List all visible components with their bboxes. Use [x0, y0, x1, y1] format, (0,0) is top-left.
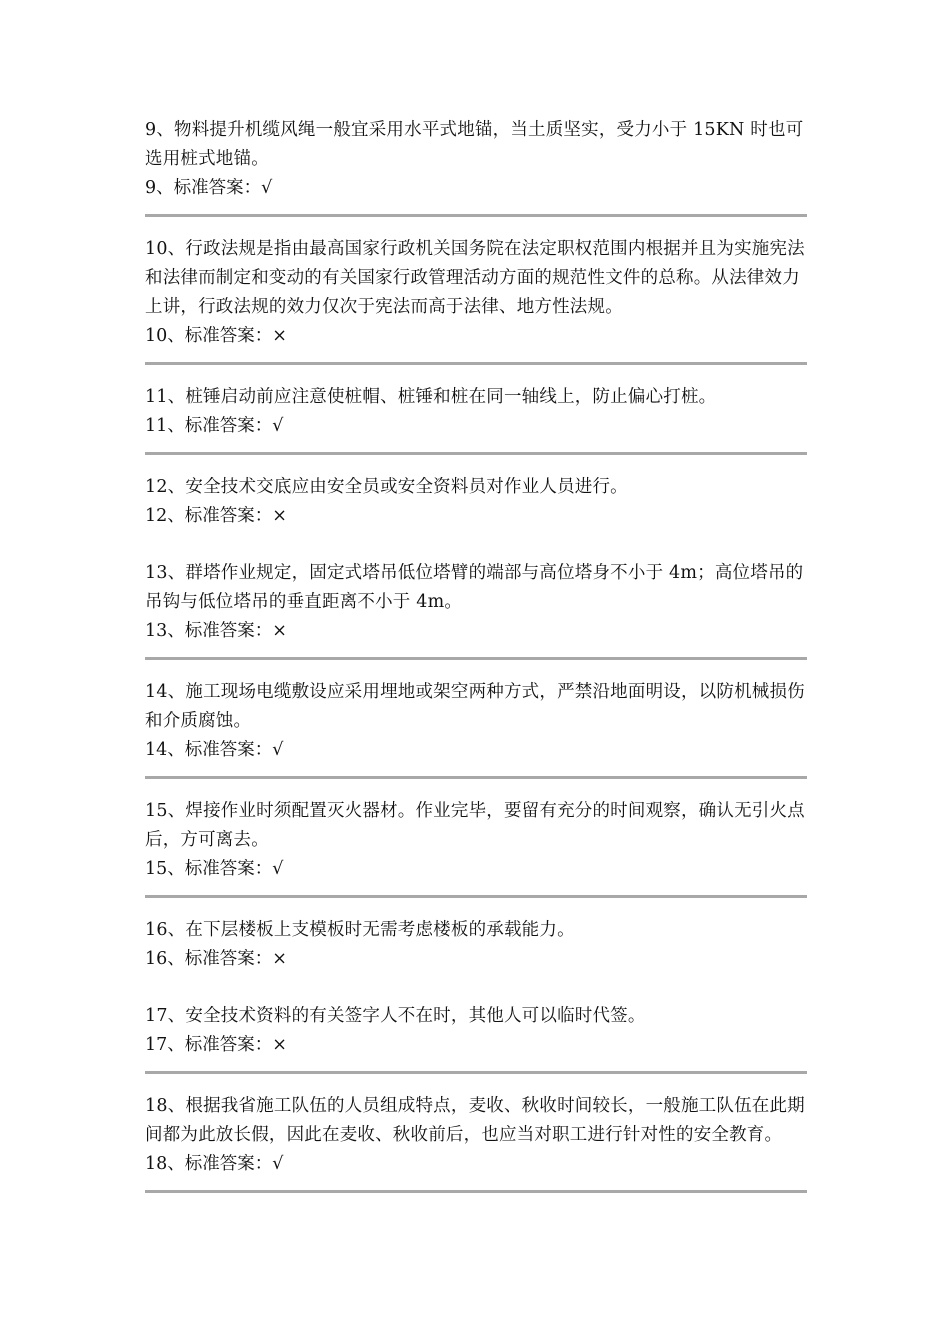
- divider: [145, 452, 807, 455]
- question-text: 13、群塔作业规定，固定式塔吊低位塔臂的端部与高位塔身不小于 4m；高位塔吊的吊钩与低位塔吊的垂直距离不小于 4m。: [145, 563, 804, 612]
- question-item: [145, 473, 807, 559]
- question-text: 18、根据我省施工队伍的人员组成特点，麦收、秋收时间较长，一般施工队伍在此期间都为此放长假，因此在麦收、秋收前后，也应当对职工进行针对性的安全教育。: [145, 1096, 805, 1145]
- question-text: 17、安全技术资料的有关签字人不在时，其他人可以临时代签。: [145, 1006, 646, 1026]
- answer-text: 17、标准答案：×: [145, 1035, 287, 1055]
- divider: [145, 1190, 807, 1193]
- answer-text: 14、标准答案：√: [145, 740, 284, 760]
- question-list: [145, 116, 807, 1211]
- question-text: 9、物料提升机缆风绳一般宜采用水平式地锚，当土质坚实，受力小于 15KN 时也可选用桩式地锚。: [145, 120, 804, 169]
- divider: [145, 657, 807, 660]
- question-text: 11、桩锤启动前应注意使桩帽、桩锤和桩在同一轴线上，防止偏心打桩。: [145, 387, 717, 407]
- divider: [145, 776, 807, 779]
- question-item: [145, 678, 807, 779]
- question-item: [145, 1002, 807, 1074]
- answer-text: 10、标准答案：×: [145, 326, 287, 346]
- answer-text: 18、标准答案：√: [145, 1154, 284, 1174]
- question-text: 14、施工现场电缆敷设应采用埋地或架空两种方式，严禁沿地面明设，以防机械损伤和介质腐蚀。: [145, 682, 805, 731]
- question-text: 16、在下层楼板上支模板时无需考虑楼板的承载能力。: [145, 920, 575, 940]
- answer-text: 11、标准答案：√: [145, 416, 284, 436]
- question-item: [145, 916, 807, 1002]
- answer-text: 9、标准答案：√: [145, 178, 273, 198]
- answer-text: 16、标准答案：×: [145, 949, 287, 969]
- answer-text: 13、标准答案：×: [145, 621, 287, 641]
- question-item: [145, 559, 807, 660]
- question-item: [145, 235, 807, 365]
- question-item: [145, 1092, 807, 1193]
- divider: [145, 362, 807, 365]
- question-item: [145, 116, 807, 217]
- question-text: 12、安全技术交底应由安全员或安全资料员对作业人员进行。: [145, 477, 628, 497]
- answer-text: 15、标准答案：√: [145, 859, 284, 879]
- question-text: 10、行政法规是指由最高国家行政机关国务院在法定职权范围内根据并且为实施宪法和法律而制定和变动的有关国家行政管理活动方面的规范性文件的总称。从法律效力上讲，行政法规的效力仅次于宪法而高于法律、地方性法规。: [145, 239, 805, 317]
- divider: [145, 214, 807, 217]
- divider: [145, 1071, 807, 1074]
- question-item: [145, 383, 807, 455]
- spacer: [145, 531, 807, 559]
- answer-text: 12、标准答案：×: [145, 506, 287, 526]
- spacer: [145, 974, 807, 1002]
- question-item: [145, 797, 807, 898]
- question-text: 15、焊接作业时须配置灭火器材。作业完毕，要留有充分的时间观察，确认无引火点后，方可离去。: [145, 801, 805, 850]
- divider: [145, 895, 807, 898]
